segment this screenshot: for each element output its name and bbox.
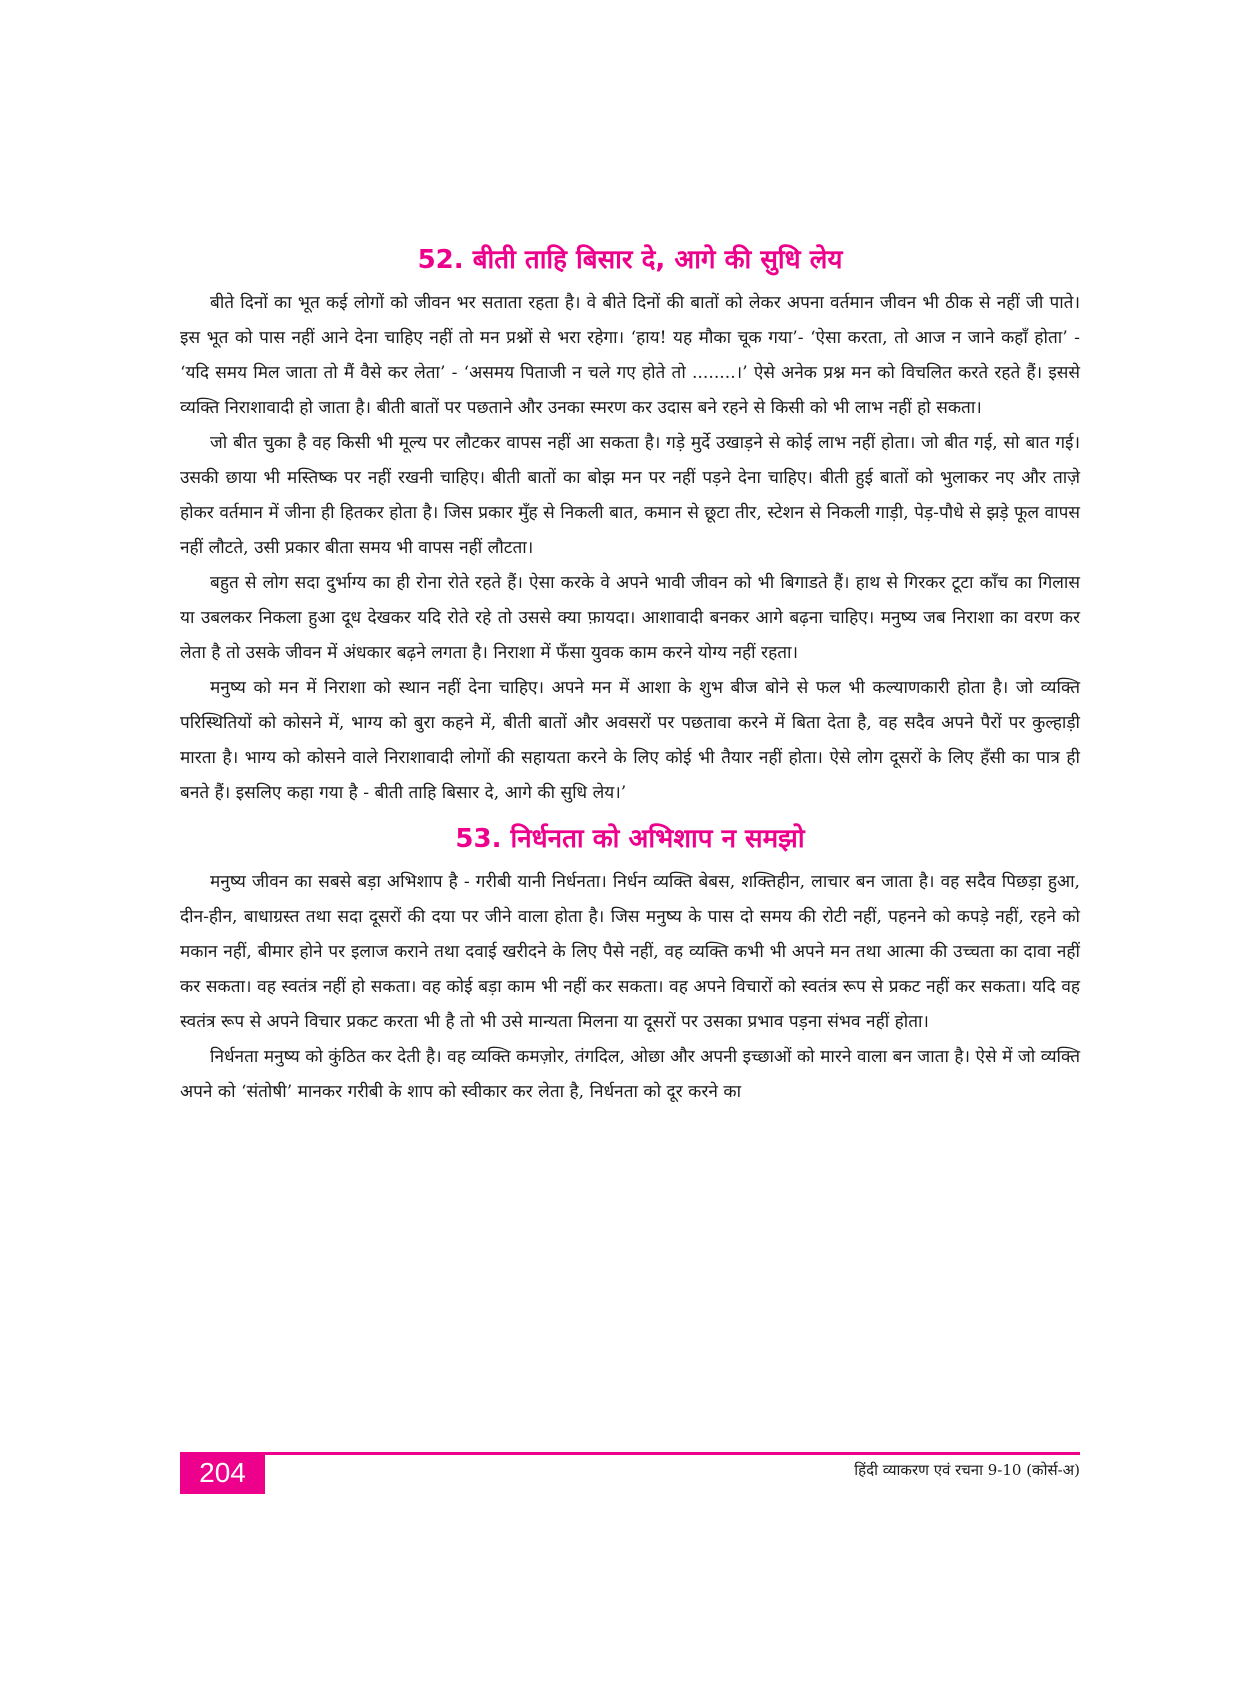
section-53-paragraph-2: निर्धनता मनुष्य को कुंठित कर देती है। वह व्यक्ति कमज़ोर, तंगदिल, ओछा और अपनी इच्छाओं को मारने वाला बन जाता है। ऐसे में जो व्यक्ति अपने को ‘संतोषी’ मानकर गरीबी के शाप को स्वीकार कर लेता है, निर्धनता को दूर करने का xyxy=(180,1047,1080,1102)
section-53-paragraph-1: मनुष्य जीवन का सबसे बड़ा अभिशाप है - गरीबी यानी निर्धनता। निर्धन व्यक्ति बेबस, शक्तिहीन, लाचार बन जाता है। वह सदैव पिछड़ा हुआ, दीन-हीन, बाधाग्रस्त तथा सदा दूसरों की दया पर जीने वाला होता है। जिस मनुष्य के पास दो समय की रोटी नहीं, पहनने को कपड़े नहीं, रहने को मकान नहीं, बीमार होने पर इलाज कराने तथा दवाई खरीदने के लिए पैसे नहीं, वह व्यक्ति कभी भी अपने मन तथा आत्मा की उच्चता का दावा नहीं कर सकता। वह स्वतंत्र नहीं हो सकता। वह कोई बड़ा काम भी नहीं कर सकता। वह अपने विचारों को स्वतंत्र रूप से प्रकट नहीं कर सकता। यदि वह स्वतंत्र रूप से अपने विचार प्रकट करता भी है तो भी उसे मान्यता मिलना या दूसरों पर उसका प्रभाव पड़ना संभव नहीं होता। xyxy=(180,872,1080,1032)
book-title: हिंदी व्याकरण एवं रचना 9-10 (कोर्स-अ) xyxy=(854,1461,1080,1479)
section-53-heading: 53. निर्धनता को अभिशाप न समझो xyxy=(455,824,805,854)
footer-divider xyxy=(180,1452,1080,1455)
section-52-paragraph-3: बहुत से लोग सदा दुर्भाग्य का ही रोना रोते रहते हैं। ऐसा करके वे अपने भावी जीवन को भी बिगाडते हैं। हाथ से गिरकर टूटा काँच का गिलास या उबलकर निकला हुआ दूध देखकर यदि रोते रहे तो उससे क्या फ़ायदा। आशावादी बनकर आगे बढ़ना चाहिए। मनुष्य जब निराशा का वरण कर लेता है तो उसके जीवन में अंधकार बढ़ने लगता है। निराशा में फँसा युवक काम करने योग्य नहीं रहता। xyxy=(180,573,1080,663)
section-52-paragraph-1: बीते दिनों का भूत कई लोगों को जीवन भर सताता रहता है। वे बीते दिनों की बातों को लेकर अपना वर्तमान जीवन भी ठीक से नहीं जी पाते। इस भूत को पास नहीं आने देना चाहिए नहीं तो मन प्रश्नों से भरा रहेगा। ‘हाय! यह मौका चूक गया’- ‘ऐसा करता, तो आज न जाने कहाँ होता’ - ‘यदि समय मिल जाता तो मैं वैसे कर लेता’ - ‘असमय पिताजी न चले गए होते तो ........।’ ऐसे अनेक प्रश्न मन को विचलित करते रहते हैं। इससे व्यक्ति निराशावादी हो जाता है। बीती बातों पर पछताने और उनका स्मरण कर उदास बने रहने से किसी को भी लाभ नहीं हो सकता। xyxy=(180,293,1080,418)
section-52-heading: 52. बीती ताहि बिसार दे, आगे की सुधि लेय xyxy=(417,245,843,275)
page-content xyxy=(180,238,1080,1110)
section-52-paragraph-2: जो बीत चुका है वह किसी भी मूल्य पर लौटकर वापस नहीं आ सकता है। गड़े मुर्दे उखाड़ने से कोई लाभ नहीं होता। जो बीत गई, सो बात गई। उसकी छाया भी मस्तिष्क पर नहीं रखनी चाहिए। बीती बातों का बोझ मन पर नहीं पड़ने देना चाहिए। बीती हुई बातों को भुलाकर नए और ताज़े होकर वर्तमान में जीना ही हितकर होता है। जिस प्रकार मुँह से निकली बात, कमान से छूटा तीर, स्टेशन से निकली गाड़ी, पेड़-पौधे से झड़े फूल वापस नहीं लौटते, उसी प्रकार बीता समय भी वापस नहीं लौटता। xyxy=(180,433,1080,558)
page-number: 204 xyxy=(180,1452,265,1494)
section-52-paragraph-4: मनुष्य को मन में निराशा को स्थान नहीं देना चाहिए। अपने मन में आशा के शुभ बीज बोने से फल भी कल्याणकारी होता है। जो व्यक्ति परिस्थितियों को कोसने में, भाग्य को बुरा कहने में, बीती बातों और अवसरों पर पछतावा करने में बिता देता है, वह सदैव अपने पैरों पर कुल्हाड़ी मारता है। भाग्य को कोसने वाले निराशावादी लोगों की सहायता करने के लिए कोई भी तैयार नहीं होता। ऐसे लोग दूसरों के लिए हँसी का पात्र ही बनते हैं। इसलिए कहा गया है - बीती ताहि बिसार दे, आगे की सुधि लेय।’ xyxy=(180,678,1080,803)
